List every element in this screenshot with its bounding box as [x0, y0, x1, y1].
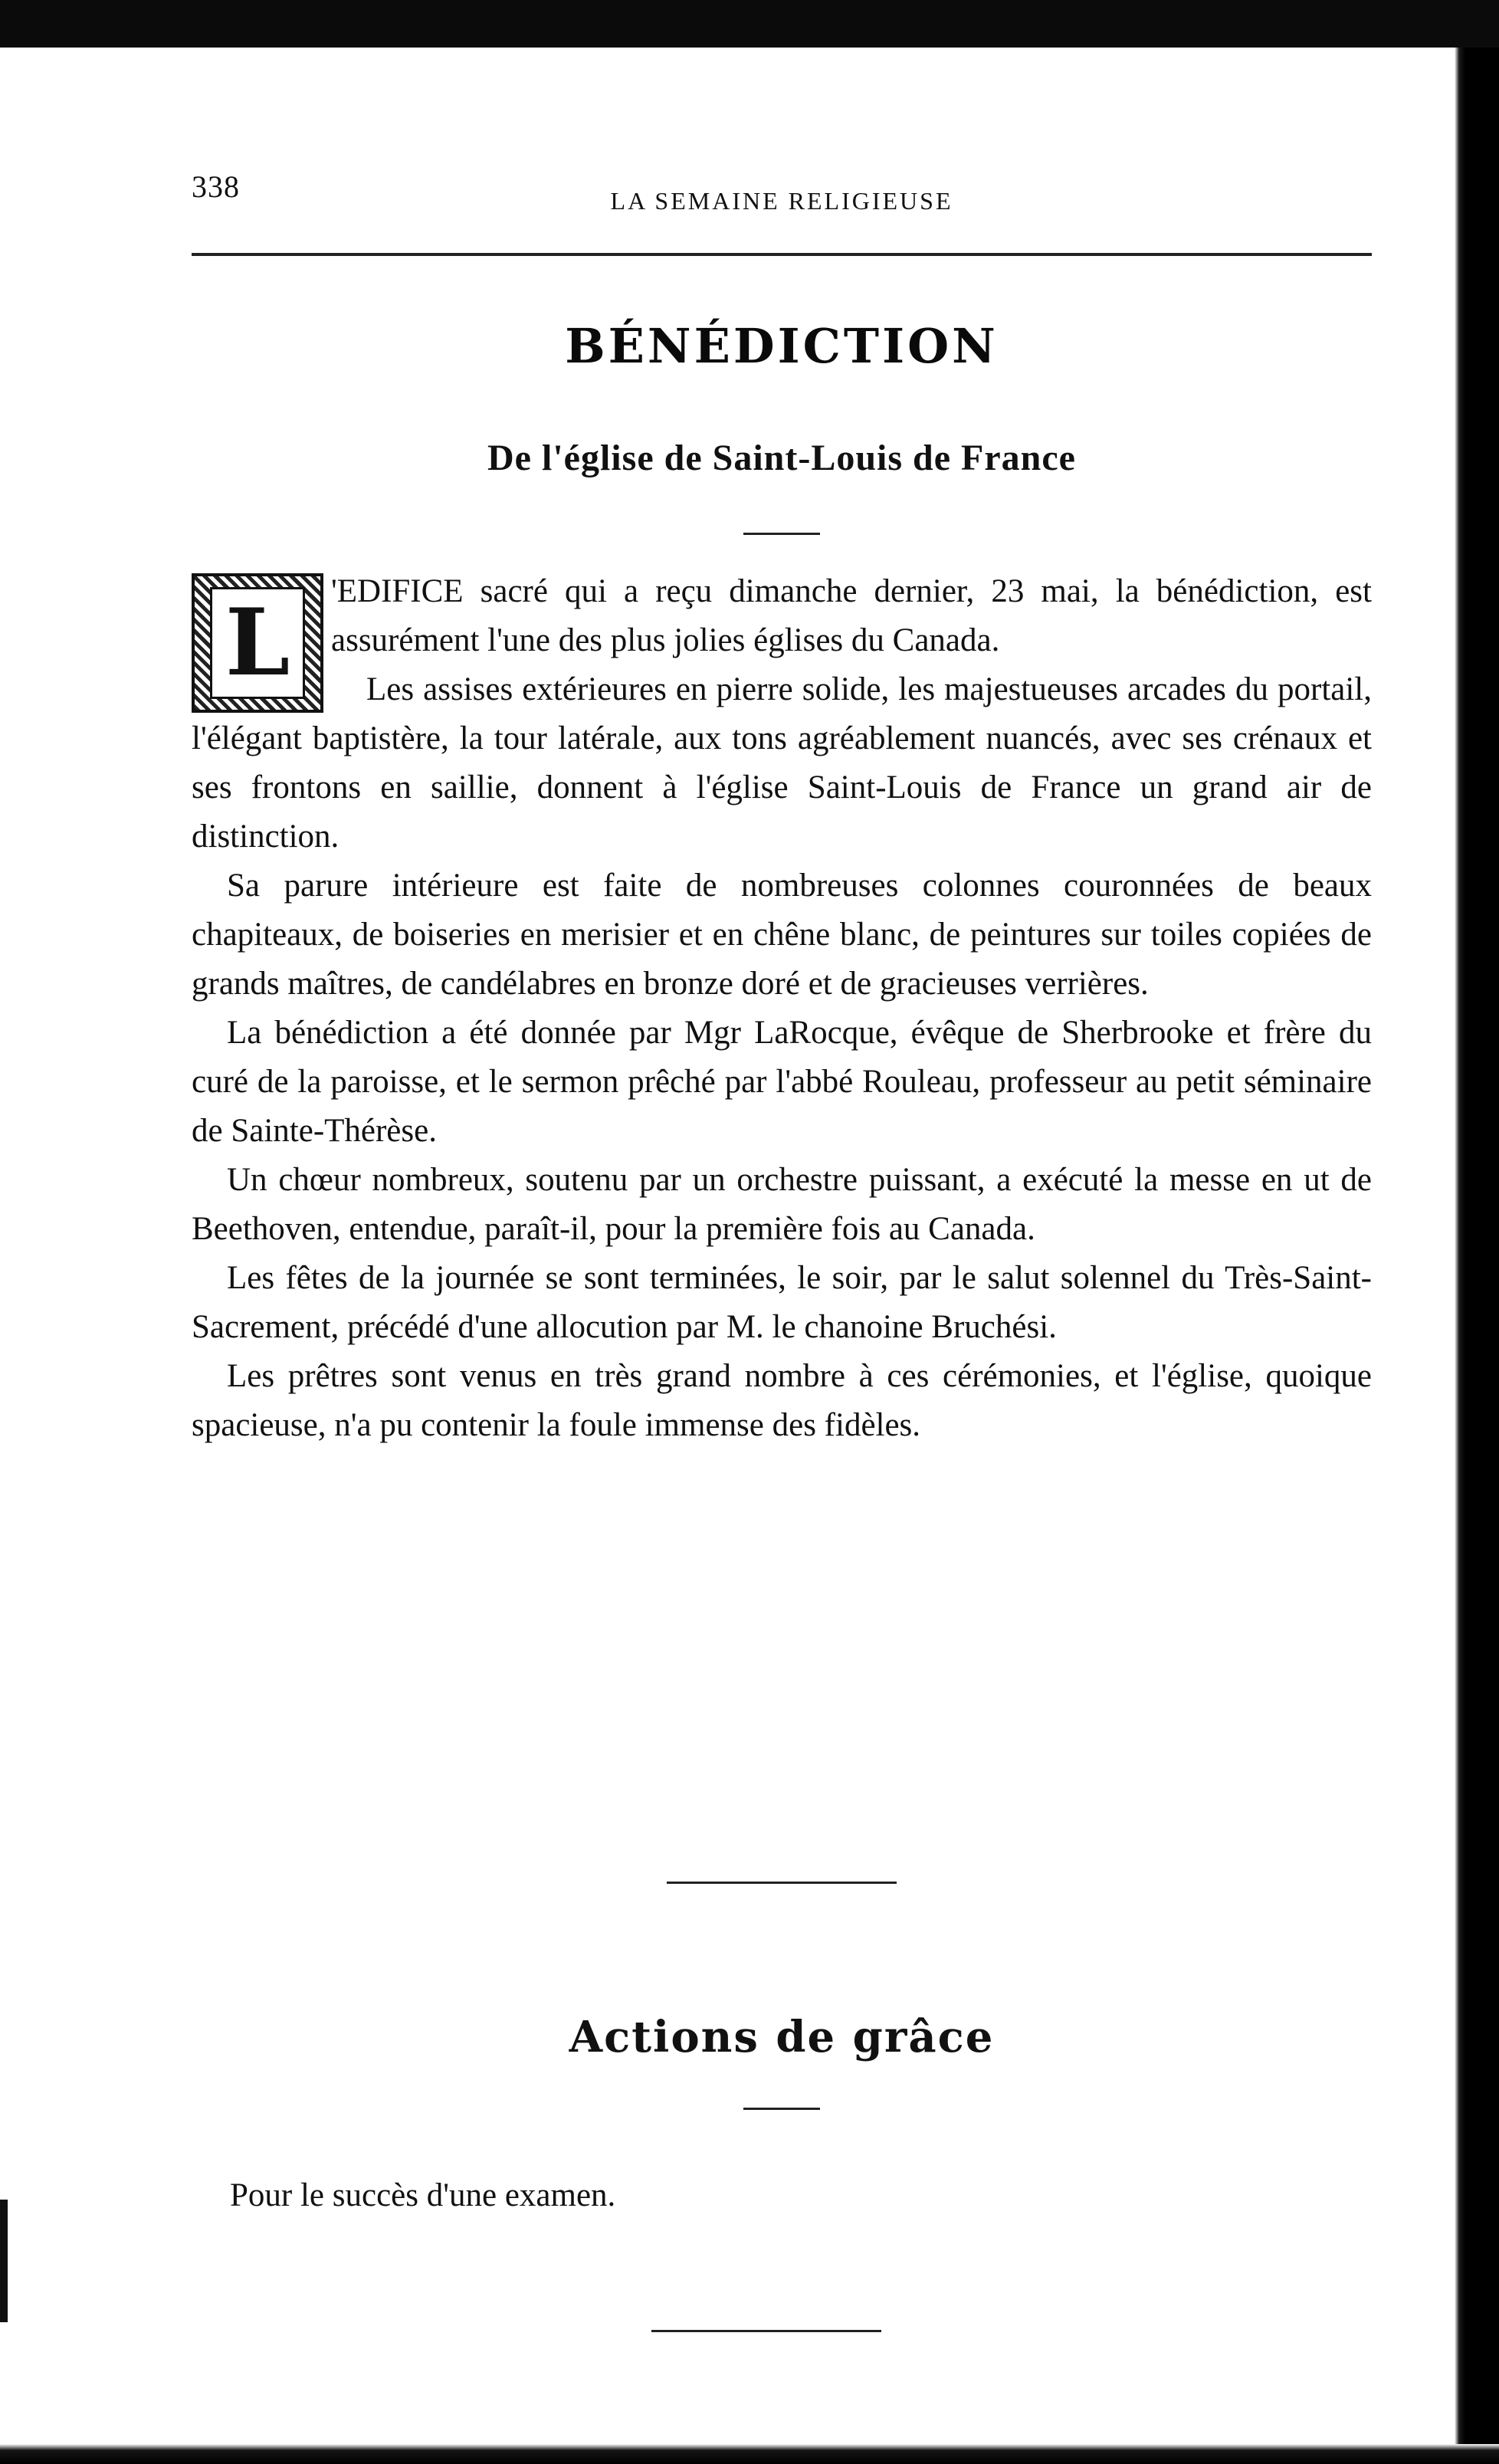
paragraph-6: Les fêtes de la journée se sont terminées, le soir, par le salut solennel du Très-Saint-Sacrement, précédé d'une allocution par M. le chanoine Bruchési.: [192, 1260, 1372, 1345]
article-body: [192, 567, 1372, 1450]
article-subtitle: De l'église de Saint-Louis de France: [487, 438, 1076, 478]
scan-bottom-border: [0, 2444, 1499, 2464]
end-rule: [651, 2330, 881, 2332]
scan-left-mark: [0, 2200, 8, 2322]
thanks-rule: [743, 2108, 820, 2110]
paragraph-5: Un chœur nombreux, soutenu par un orchestre puissant, a exécuté la messe en ut de Beethoven, entendue, paraît-il, pour la première fois au Canada.: [192, 1162, 1372, 1247]
section-divider: [667, 1882, 897, 1884]
page: [192, 123, 1372, 2213]
drop-cap-ornament: [192, 573, 323, 713]
paragraph-4: La bénédiction a été donnée par Mgr LaRocque, évêque de Sherbrooke et frère du curé de la paroisse, et le sermon prêché par l'abbé Rouleau, professeur au petit séminaire de Sainte-Thérèse.: [192, 1015, 1372, 1149]
paragraph-7: Les prêtres sont venus en très grand nombre à ces cérémonies, et l'église, quoique spacieuse, n'a pu contenir la foule immense des fidèles.: [192, 1358, 1372, 1443]
paragraph-1: [192, 567, 1372, 697]
drop-cap-letter: L: [210, 587, 305, 699]
thanks-title: Actions de grâce: [569, 2012, 995, 2062]
thanks-line: Pour le succès d'une examen.: [230, 2177, 616, 2213]
paragraph-3: Sa parure intérieure est faite de nombreuses colonnes couronnées de beaux chapiteaux, de boiseries en merisier et en chêne blanc, de peintures sur toiles copiées de grands maîtres, de candélabres en bronze doré et de gracieuses verrières.: [192, 868, 1372, 1002]
article-title: BÉNÉDICTION: [565, 318, 999, 374]
scan-right-border: [1455, 48, 1499, 2464]
running-title: LA SEMAINE RELIGIEUSE: [610, 187, 953, 215]
header-rule: [192, 253, 1372, 256]
page-number: 338: [192, 169, 240, 204]
subtitle-rule: [743, 533, 820, 535]
scan-top-border: [0, 0, 1499, 48]
running-head: [192, 123, 1372, 215]
paragraph-text: 'EDIFICE sacré qui a reçu dimanche dernier, 23 mai, la bénédiction, est assurément l'une des plus jolies églises du Canada.: [331, 573, 1372, 658]
paragraph-2: Les assises extérieures en pierre solide, les majestueuses arcades du portail, l'élégant baptistère, la tour latérale, aux tons agréablement nuancés, avec ses crénaux et ses frontons en saillie, donnent à l'église Saint-Louis de France un grand air de distinction.: [192, 671, 1372, 855]
